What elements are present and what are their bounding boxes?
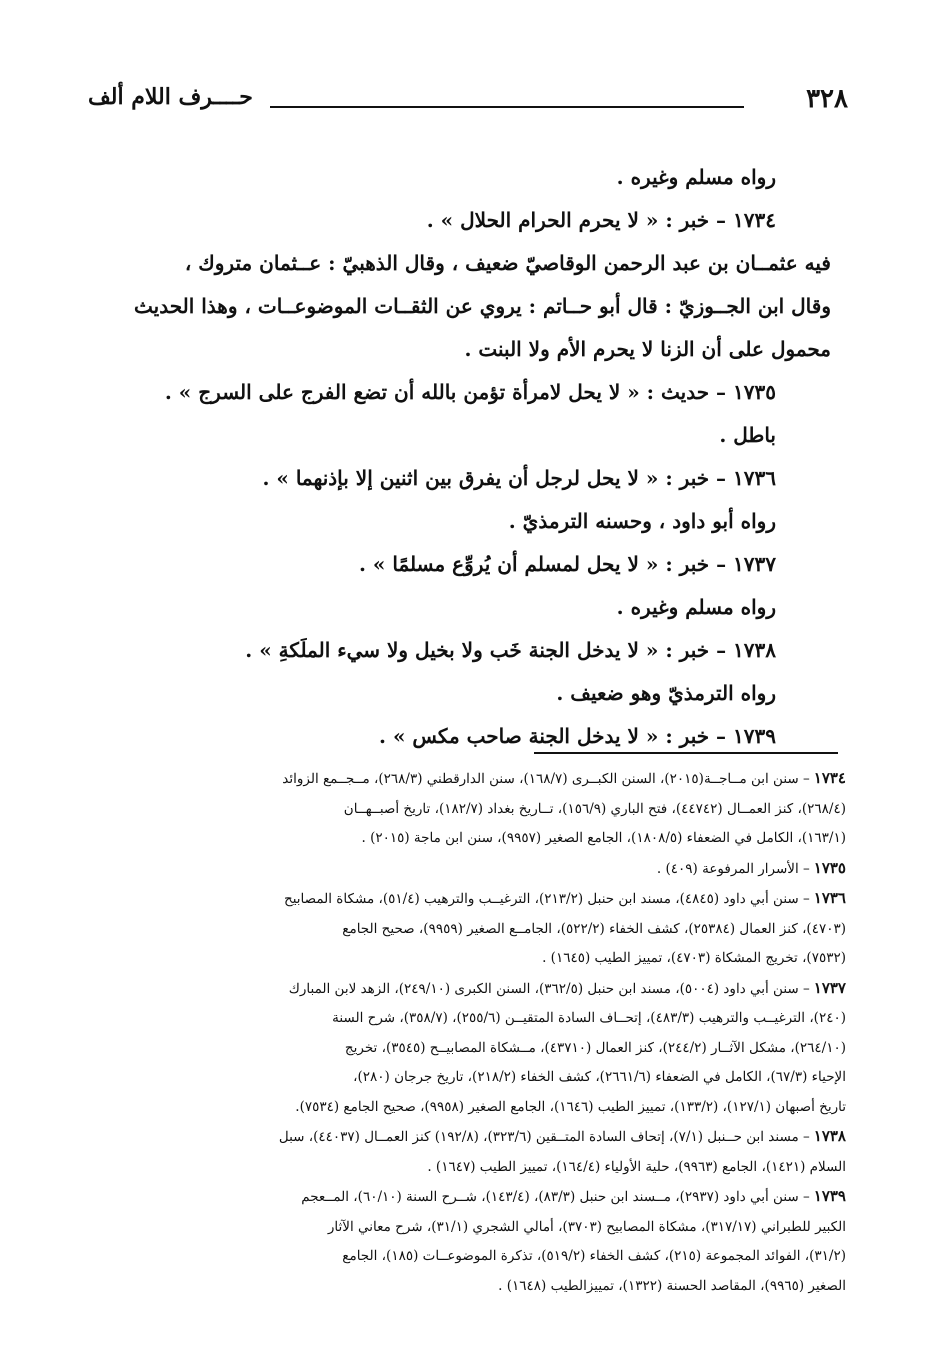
running-title: حــــرف اللام ألف (88, 84, 253, 110)
text-line: رواه مسلم وغيره . (616, 165, 776, 189)
footnote-1739 (96, 1182, 846, 1301)
hadith-entry-1736: ١٧٣٦ – خبر : « لا يحل لرجل أن يفرق بين اثنين إلا بإذنهما » . (262, 466, 776, 490)
hadith-entry-1737: ١٧٣٧ – خبر : « لا يحل لمسلم أن يُروِّع مسلمًا » . (358, 552, 776, 576)
page-header (88, 84, 848, 124)
footnote-text: – الأسرار المرفوعة (٤٠٩) . (656, 860, 810, 877)
hadith-entry-1734: ١٧٣٤ – خبر : « لا يحرم الحرام الحلال » . (426, 208, 776, 232)
text-line: محمول على أن الزنا لا يحرم الأم ولا البنت . (464, 337, 831, 361)
footnote-text: (١٦٣/١)، الكامل في الضعفاء (١٨٠٨/٥)، الجامع الصغير (٩٩٥٧)، سنن ابن ماجة (٢٠١٥) . (361, 830, 846, 846)
footnote-number: ١٧٣٤ (813, 769, 846, 787)
hadith-entry-1738: ١٧٣٨ – خبر : « لا يدخل الجنة خَب ولا بخيل ولا سيء الملَكةِ » . (245, 638, 776, 662)
footnote-text: (٢٦٨/٤)، كنز العمــال (٤٤٧٤٢)، فتح الباري (١٥٦/٩)، تــاريخ بغداد (١٨٢/٧)، تاريخ أصبــهــان (343, 800, 846, 817)
footnote-separator (534, 752, 838, 754)
footnote-text: (٤٧٠٣)، كنز العمال (٢٥٣٨٤)، كشف الخفاء (٥٢٢/٢)، الجامــع الصغير (٩٩٥٩)، صحيح الجامع (342, 920, 846, 937)
footnote-text: الكبير للطبراني (٣١٧/١٧)، مشكاة المصابيح (٣٧٠٣)، أمالي الشجري (٣١/١)، شرح معاني الآثار (327, 1218, 846, 1235)
footnote-text: (٧٥٣٢)، تخريج المشكاة (٤٧٠٣)، تمييز الطيب (١٦٤٥) . (542, 950, 846, 966)
footnote-1738 (96, 1122, 846, 1182)
footnote-text: – سنن أبي داود (٥٠٠٤)، مسند ابن حنبل (٣٦٢/٥)، السنن الكبرى (٢٤٩/١٠)، الزهد لابن المبارك (288, 980, 810, 997)
text-line: رواه الترمذيّ وهو ضعيف . (556, 681, 776, 705)
footnote-text: (٣١/٢)، الفوائد المجموعة (٢١٥)، كشف الخفاء (٥١٩/٢)، تذكرة الموضوعــات (١٨٥)، الجامع (342, 1248, 846, 1264)
footnote-text: – مسند ابن حــنبل (٧/١)، إتحاف السادة المتــقين (٣٢٣/٦)، (١٩٢/٨) كنز العمــال (٤٤٠٣٧)، سبل (278, 1129, 810, 1145)
footnote-text: (٢٦٤/١٠)، مشكل الآثــار (٢٤٤/٢)، كنز العمال (٤٣٧١٠)، مــشكاة المصابيــح (٣٥٤٥)، تخريج (344, 1039, 846, 1056)
header-rule (270, 106, 744, 108)
footnote-number: ١٧٣٧ (813, 978, 846, 997)
footnote-number: ١٧٣٦ (813, 889, 846, 907)
footnote-1735 (96, 854, 846, 885)
footnote-text: الإحياء (٦٧/٣)، الكامل في الضعفاء (٢٦٦١/٦)، كشف الخفاء (٢١٨/٢)، تاريخ جرجان (٢٨٠)، (353, 1069, 846, 1085)
footnote-text: – سنن ابن مــاجــة(٢٠١٥)، السنن الكبــرى (١٦٨/٧)، سنن الدارقطني (٢٦٨/٣)، مــجــمع الزوائد (282, 771, 810, 787)
footnote-text: (٢٤٠)، الترغيــب والترهيب (٤٨٣/٣)، إتحــاف السادة المتقيــن (٢٥٥/٦)، (٣٥٨/٧)، شرح السنة (332, 1010, 846, 1026)
text-line: رواه مسلم وغيره . (616, 595, 776, 619)
hadith-entry-1735: ١٧٣٥ – حديث : « لا يحل لامرأة تؤمن بالله أن تضع الفرج على السرج » . (164, 380, 776, 404)
text-line: باطل . (719, 423, 776, 447)
text-line: رواه أبو داود ، وحسنه الترمذيّ . (508, 509, 776, 533)
footnote-text: السلام (١٤٢١)، الجامع (٩٩٦٣)، حلية الأولياء (١٦٤/٤)، تمييز الطيب (١٦٤٧) . (427, 1158, 846, 1175)
footnote-number: ١٧٣٨ (813, 1127, 846, 1145)
footnote-text: – سنن أبي داود (٢٩٣٧)، مــسند ابن حنبل (٨٣/٣)، (١٤٣/٤)، شــرح السنة (٦٠/١٠)، المــعجم (301, 1189, 810, 1205)
footnote-1736 (96, 884, 846, 974)
footnotes (96, 764, 846, 1301)
footnote-text: تاريخ أصبهان (١٢٧/١)، (١٣٣/٢)، تمييز الطيب (١٦٤٦)، الجامع الصغير (٩٩٥٨)، صحيح الجامع (٧٥٣٤). (295, 1098, 846, 1115)
page-number: ٣٢٨ (806, 84, 848, 114)
footnote-text: – سنن أبي داود (٤٨٤٥)، مسند ابن حنبل (٢١٣/٢)، الترغيــب والترهيب (٥١/٤)، مشكاة المصابيح (283, 891, 810, 907)
text-line: وقال ابن الجــوزيّ : قال أبو حــاتم : يروي عن الثقــات الموضوعــات ، وهذا الحديث (134, 294, 831, 318)
text-line: فيه عثمــان بن عبد الرحمن الوقاصيّ ضعيف ، وقال الذهبيّ : عــثمان متروك ، (184, 251, 831, 275)
footnote-number: ١٧٣٥ (813, 858, 846, 877)
footnote-1734 (96, 764, 846, 854)
footnote-number: ١٧٣٩ (813, 1187, 846, 1205)
hadith-entry-1739: ١٧٣٩ – خبر : « لا يدخل الجنة صاحب مكس » . (379, 724, 776, 748)
footnote-text: الصغير (٩٩٦٥)، المقاصد الحسنة (١٣٢٢)، تمييزالطيب (١٦٤٨) . (498, 1277, 846, 1294)
main-text (96, 156, 831, 758)
footnote-1737 (96, 974, 846, 1123)
